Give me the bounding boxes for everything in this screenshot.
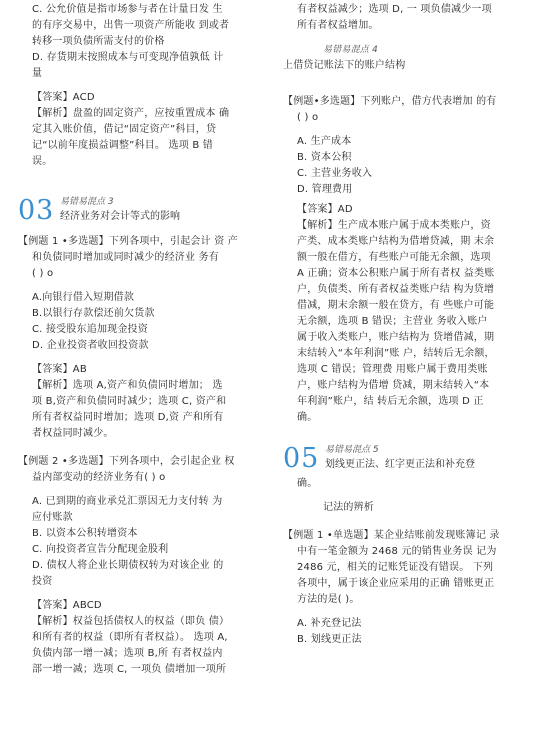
explanation-line: 有者权益减少；选项 D, 一 项负债减少一项 <box>297 4 492 15</box>
answer-label: 【答案】AD <box>297 204 353 215</box>
question-line: 和负债同时增加或同时减少的经济业 务有 <box>32 252 219 263</box>
option-d-cont: 投资 <box>32 576 53 587</box>
option-b: B. 划线更正法 <box>297 634 362 645</box>
option-a: A.向银行借入短期借款 <box>32 292 135 303</box>
explanation-line: 所有者权益同时增加；选项 D,资 产和所有 <box>32 412 224 423</box>
option-b: B.以银行存款偿还前欠货款 <box>32 308 155 319</box>
section-tag: 易错易混点 3 <box>60 197 114 207</box>
question-line: 中有一笔金额为 2468 元的销售业务误 记为 <box>297 546 497 557</box>
answer-label: 【答案】ACD <box>32 92 95 103</box>
section-title: 划线更正法、红字更正法和补充登 <box>325 459 475 470</box>
explanation-line: 属于收入类账户，账户结构为 贷增借减，期 <box>297 332 495 343</box>
section-tag: 易错易混点 4 <box>323 45 378 55</box>
explanation-line: 定其入账价值，借记“固定资产”科目，贷 <box>32 124 217 135</box>
option-line: 的有序交易中，出售一项资产所能收 到或者 <box>32 20 230 31</box>
section-title-cont: 确。 <box>297 478 318 489</box>
explanation-line: 【解析】选项 A,资产和负债同时增加； 选 <box>32 380 223 391</box>
question-line: 【例题•多选题】下列账户，借方代表增加 的有 <box>283 96 497 107</box>
answer-label: 【答案】ABCD <box>32 600 102 611</box>
section-tag: 易错易混点 5 <box>325 445 379 455</box>
section-title: 上借贷记账法下的账户结构 <box>283 60 406 71</box>
explanation-line: 者权益同时减少。 <box>32 428 114 439</box>
option-line: C. 公允价值是指市场参与者在计量日发 生 <box>32 4 223 15</box>
explanation-line: 和所有者的权益（即所有者权益）。 选项 A, <box>32 632 228 643</box>
option-d: D. 债权人将企业长期债权转为对该企业 的 <box>32 560 224 571</box>
section-header-05 <box>283 444 527 480</box>
explanation-line: 年利润”账户，结 转后无余额，选项 D 正 <box>297 396 484 407</box>
right-column <box>283 0 527 648</box>
option-c: C. 接受股东追加现金投资 <box>32 324 148 335</box>
explanation-line: 额一般在借方，有些账户可能无余额，选项 <box>297 252 491 263</box>
question-line: 【例题 2 •多选题】下列各项中，会引起企业 权 <box>18 456 235 467</box>
explanation-line: 户，负债类、所有者权益类账户结 构为贷增 <box>297 284 495 295</box>
explanation-line: 确。 <box>297 412 318 423</box>
explanation-line: 末结转入“本年利润”账 户，结转后无余额， <box>297 348 495 359</box>
section-title: 经济业务对会计等式的影响 <box>60 211 180 222</box>
explanation-line: 误。 <box>32 156 53 167</box>
option-line: 量 <box>32 68 43 79</box>
option-b: B. 以资本公积转增资本 <box>32 528 138 539</box>
question-line: 益内部变动的经济业务有( ) o <box>32 472 166 483</box>
explanation-line: 项 B,资产和负债同时减少；选项 C, 资产和 <box>32 396 227 407</box>
explanation-line: 产类、成本类账户结构为借增贷减，期 末余 <box>297 236 495 247</box>
explanation-line: 【解析】权益包括债权人的权益（即负 债） <box>32 616 230 627</box>
section-number: 05 <box>283 443 320 474</box>
section-header-03 <box>18 196 268 230</box>
option-line: 转移一项负债所需支付的价格 <box>32 36 165 47</box>
explanation-line: 借减，期末余额一般在贷方，有 些账户可能 <box>297 300 495 311</box>
question-line: 2486 元，相关的记账凭证没有错误。 下列 <box>297 562 494 573</box>
explanation-line: 无余额，选项 B 错误；主营业 务收入账户 <box>297 316 488 327</box>
answer-label: 【答案】AB <box>32 364 87 375</box>
question-line: 各项中，属于该企业应采用的正确 错账更正 <box>297 578 495 589</box>
option-a: A. 生产成本 <box>297 136 352 147</box>
explanation-line: 所有者权益增加。 <box>297 20 379 31</box>
option-a-cont: 应付账款 <box>32 512 73 523</box>
option-d: D. 企业投资者收回投资款 <box>32 340 149 351</box>
option-c: C. 主营业务收入 <box>297 168 373 179</box>
explanation-line: 负债内部一增一减；选项 B,所 有者权益内 <box>32 648 223 659</box>
explanation-line: 记“以前年度损益调整”科目。 选项 B 错 <box>32 140 213 151</box>
left-column <box>18 0 268 678</box>
question-line: ( ) o <box>297 112 319 123</box>
section-subtitle: 记法的辨析 <box>323 502 374 513</box>
question-line: ( ) o <box>32 268 54 279</box>
explanation-line: 户，账户结构为借增 贷减，期末结转入“本 <box>297 380 490 391</box>
section-number: 03 <box>18 195 55 226</box>
explanation-line: 选项 C 错误；管理费 用账户属于费用类账 <box>297 364 488 375</box>
option-line: D. 存货期末按照成本与可变现净值孰低 计 <box>32 52 224 63</box>
explanation-line: 【解析】生产成本账户属于成本类账户，资 <box>297 220 491 231</box>
option-d: D. 管理费用 <box>297 184 353 195</box>
explanation-line: A 正确；资本公积账户属于所有者权 益类账 <box>297 268 495 279</box>
option-b: B. 资本公积 <box>297 152 352 163</box>
question-line: 【例题 1 •单选题】某企业结账前发现账簿记 录 <box>283 530 500 541</box>
explanation-line: 部一增一减；选项 C, 一项负 债增加一项所 <box>32 664 227 675</box>
option-a: A. 补充登记法 <box>297 618 362 629</box>
option-c: C. 向投资者宣告分配现金股利 <box>32 544 169 555</box>
question-line: 【例题 1 •多选题】下列各项中，引起会计 资 产 <box>18 236 238 247</box>
explanation-line: 【解析】盘盈的固定资产，应按重置成本 确 <box>32 108 230 119</box>
question-line: 方法的是( )。 <box>297 594 360 605</box>
option-a: A. 已到期的商业承兑汇票因无力支付转 为 <box>32 496 223 507</box>
